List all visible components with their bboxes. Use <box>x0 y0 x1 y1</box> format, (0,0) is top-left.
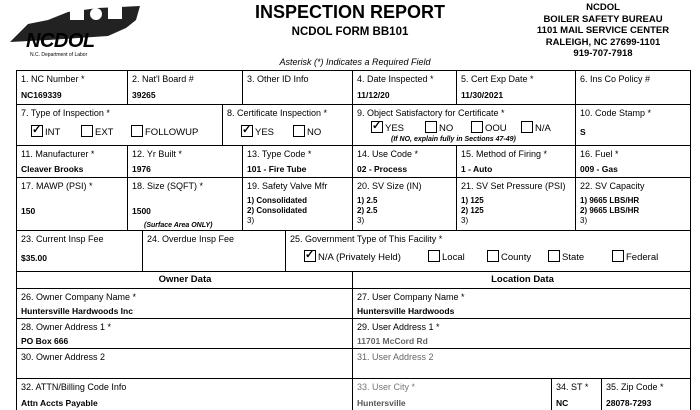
sv-size-line: 1) 2.5 <box>357 196 378 205</box>
sv-capacity-line: 3) <box>580 216 588 225</box>
field-label: 33. User City * <box>357 382 416 392</box>
field-value: 1500 <box>132 206 151 216</box>
obj-yes-checkbox[interactable] <box>371 121 404 134</box>
option-label: State <box>562 252 585 263</box>
field-label: 21. SV Set Pressure (PSI) <box>461 181 566 191</box>
field-label: 22. SV Capacity <box>580 181 645 191</box>
user-address2-field[interactable] <box>352 348 691 378</box>
field-label: 11. Manufacturer * <box>21 149 95 159</box>
object-satisfactory-field <box>352 104 575 145</box>
field-label: 6. Ins Co Policy # <box>580 74 651 84</box>
field-label: 27. User Company Name * <box>357 292 465 302</box>
checkbox[interactable] <box>548 250 560 262</box>
option-label: INT <box>45 127 61 138</box>
date-inspected-field[interactable] <box>352 70 456 104</box>
option-label: FOLLOWUP <box>145 127 199 138</box>
sv-size-field[interactable] <box>352 177 456 230</box>
field-label: 12. Yr Built * <box>132 149 182 159</box>
natl-board-field[interactable] <box>127 70 242 104</box>
option-label: OOU <box>485 123 507 134</box>
manufacturer-field[interactable] <box>16 145 127 177</box>
field-value: Huntersville Hardwoods Inc <box>21 306 133 316</box>
option-label: NO <box>439 123 454 134</box>
gov-local-checkbox[interactable] <box>428 250 465 263</box>
agency-line: BOILER SAFETY BUREAU <box>543 13 663 25</box>
field-value: Huntersville <box>357 398 406 408</box>
gov-state-checkbox[interactable] <box>548 250 584 263</box>
nc-number-field[interactable] <box>16 70 127 104</box>
field-label: 32. ATTN/Billing Code Info <box>21 382 127 392</box>
overdue-fee-field[interactable] <box>142 230 285 271</box>
sv-size-line: 2) 2.5 <box>357 206 378 215</box>
field-label: 19. Safety Valve Mfr <box>247 181 328 191</box>
field-label: 18. Size (SQFT) * <box>132 181 204 191</box>
valve-line: 2) Consolidated <box>247 206 308 215</box>
explain-note: (If NO, explain fully in Sections 47-49) <box>391 136 516 143</box>
field-value: 28078-7293 <box>606 398 652 408</box>
agency-line: 919-707-7918 <box>573 48 633 59</box>
valve-line: 3) <box>247 216 255 225</box>
valve-line: 1) Consolidated <box>247 196 308 205</box>
section-title: Location Data <box>491 274 554 285</box>
field-value: 11/12/20 <box>357 90 390 100</box>
field-label: 35. Zip Code * <box>606 382 664 392</box>
sv-capacity-line: 2) 9665 LBS/HR <box>580 206 640 215</box>
field-value: 11/30/2021 <box>461 90 504 100</box>
form-id: NCDOL FORM BB101 <box>291 26 409 38</box>
checkbox[interactable] <box>81 125 93 137</box>
field-value: Attn Accts Payable <box>21 398 98 408</box>
field-label: 1. NC Number * <box>21 74 85 84</box>
gov-na-checkbox[interactable] <box>304 250 401 263</box>
option-label: YES <box>385 123 405 134</box>
code-stamp-field[interactable] <box>575 104 691 145</box>
field-label: 14. Use Code * <box>357 149 419 159</box>
field-label: 10. Code Stamp * <box>580 108 652 118</box>
fuel-field[interactable] <box>575 145 691 177</box>
sv-pressure-field[interactable] <box>456 177 575 230</box>
field-label: 24. Overdue Insp Fee <box>147 234 235 244</box>
location-section-header <box>352 271 691 288</box>
page-title: INSPECTION REPORT <box>254 2 446 22</box>
obj-na-checkbox[interactable] <box>521 121 551 134</box>
int-checkbox[interactable] <box>31 125 60 138</box>
field-label: 30. Owner Address 2 <box>21 352 106 362</box>
field-label: 3. Other ID Info <box>247 74 309 84</box>
field-value: S <box>580 127 586 137</box>
field-label: 28. Owner Address 1 * <box>21 322 112 332</box>
checkbox[interactable] <box>428 250 440 262</box>
field-label: 13. Type Code * <box>247 149 312 159</box>
field-value: 11701 McCord Rd <box>357 336 428 346</box>
owner-address2-field[interactable] <box>16 348 352 378</box>
sv-size-line: 3) <box>357 216 365 225</box>
zip-code-field[interactable] <box>601 378 691 410</box>
user-city-field[interactable] <box>352 378 551 410</box>
option-label: County <box>501 252 532 263</box>
cert-yes-checkbox[interactable] <box>241 125 274 138</box>
surface-area-note: (Surface Area ONLY) <box>144 222 213 229</box>
size-field[interactable] <box>127 177 242 230</box>
other-id-field[interactable] <box>242 70 352 104</box>
obj-oou-checkbox[interactable] <box>471 121 507 134</box>
safety-valve-field[interactable] <box>242 177 352 230</box>
option-label: EXT <box>95 127 114 138</box>
checkbox[interactable] <box>521 121 533 133</box>
option-label: N/A (Privately Held) <box>318 252 401 263</box>
use-code-field[interactable] <box>352 145 456 177</box>
user-address1-field[interactable] <box>352 318 691 348</box>
field-value: NC <box>556 398 569 408</box>
field-label: 34. ST * <box>556 382 589 392</box>
checkbox[interactable] <box>471 121 483 133</box>
option-label: Federal <box>626 252 659 263</box>
field-value: PO Box 666 <box>21 336 69 346</box>
user-company-field[interactable] <box>352 288 691 318</box>
gov-federal-checkbox[interactable] <box>612 250 658 263</box>
owner-address1-field[interactable] <box>16 318 352 348</box>
ext-checkbox[interactable] <box>81 125 113 138</box>
agency-line: NCDOL <box>586 2 620 13</box>
logo-text: NCDOL <box>26 30 95 52</box>
field-label: 31. User Address 2 <box>357 352 434 362</box>
field-value: $35.00 <box>21 253 47 263</box>
agency-line: 1101 MAIL SERVICE CENTER <box>536 25 670 36</box>
required-note: Asterisk (*) Indicates a Required Field <box>279 57 431 67</box>
field-value: 009 - Gas <box>580 164 618 174</box>
field-label: 2. Nat'l Board # <box>132 74 194 84</box>
sv-pressure-line: 3) <box>461 216 469 225</box>
field-value: 150 <box>21 206 36 216</box>
field-value: NC169339 <box>21 90 62 100</box>
ins-policy-field[interactable] <box>575 70 691 104</box>
field-label: 7. Type of Inspection * <box>21 108 110 118</box>
sv-capacity-line: 1) 9665 LBS/HR <box>580 196 640 205</box>
field-label: 16. Fuel * <box>580 149 619 159</box>
agency-block <box>518 2 688 60</box>
checkbox-checked[interactable] <box>241 125 253 137</box>
option-label: Local <box>442 252 465 263</box>
attn-billing-field[interactable] <box>16 378 352 410</box>
type-inspection-field <box>16 104 222 145</box>
option-label: N/A <box>535 123 551 134</box>
mawp-field[interactable] <box>16 177 127 230</box>
field-value: 39265 <box>132 90 156 100</box>
field-label: 5. Cert Exp Date * <box>461 74 534 84</box>
field-label: 15. Method of Firing * <box>461 149 548 159</box>
checkbox[interactable] <box>131 125 143 137</box>
checkbox[interactable] <box>425 121 437 133</box>
gov-type-field <box>285 230 691 271</box>
section-title: Owner Data <box>158 274 212 285</box>
field-value: 101 - Fire Tube <box>247 164 307 174</box>
sv-pressure-line: 2) 125 <box>461 206 484 215</box>
field-value: 1976 <box>132 164 151 174</box>
field-label: 4. Date Inspected * <box>357 74 434 84</box>
field-label: 9. Object Satisfactory for Certificate * <box>357 108 505 118</box>
gov-county-checkbox[interactable] <box>487 250 531 263</box>
current-fee-field[interactable] <box>16 230 142 271</box>
owner-section-header <box>16 271 352 288</box>
state-field[interactable] <box>551 378 601 410</box>
checkbox-checked[interactable] <box>371 121 383 133</box>
checkbox[interactable] <box>293 125 305 137</box>
obj-no-checkbox[interactable] <box>425 121 453 134</box>
owner-company-field[interactable] <box>16 288 352 318</box>
checkbox[interactable] <box>487 250 499 262</box>
option-label: YES <box>255 127 275 138</box>
cert-exp-field[interactable] <box>456 70 575 104</box>
method-firing-field[interactable] <box>456 145 575 177</box>
cert-no-checkbox[interactable] <box>293 125 321 138</box>
type-code-field[interactable] <box>242 145 352 177</box>
field-label: 23. Current Insp Fee <box>21 234 104 244</box>
field-label: 25. Government Type of This Facility * <box>290 234 443 244</box>
cert-inspection-field <box>222 104 352 145</box>
checkbox-checked[interactable] <box>304 250 316 262</box>
sv-capacity-field[interactable] <box>575 177 691 230</box>
checkbox-checked[interactable] <box>31 125 43 137</box>
checkbox[interactable] <box>612 250 624 262</box>
field-value: 1 - Auto <box>461 164 493 174</box>
sv-pressure-line: 1) 125 <box>461 196 484 205</box>
field-label: 17. MAWP (PSI) * <box>21 181 93 191</box>
yr-built-field[interactable] <box>127 145 242 177</box>
field-label: 8. Certificate Inspection * <box>227 108 328 118</box>
field-value: 02 - Process <box>357 164 408 174</box>
field-value: Cleaver Brooks <box>21 164 84 174</box>
field-label: 26. Owner Company Name * <box>21 292 137 302</box>
field-value: Huntersville Hardwoods <box>357 306 455 316</box>
option-label: NO <box>307 127 322 138</box>
field-label: 20. SV Size (IN) <box>357 181 422 191</box>
followup-checkbox[interactable] <box>131 125 198 138</box>
logo-subtitle: N.C. Department of Labor <box>30 52 88 58</box>
agency-line: RALEIGH, NC 27699-1101 <box>545 36 661 48</box>
field-label: 29. User Address 1 * <box>357 322 440 332</box>
